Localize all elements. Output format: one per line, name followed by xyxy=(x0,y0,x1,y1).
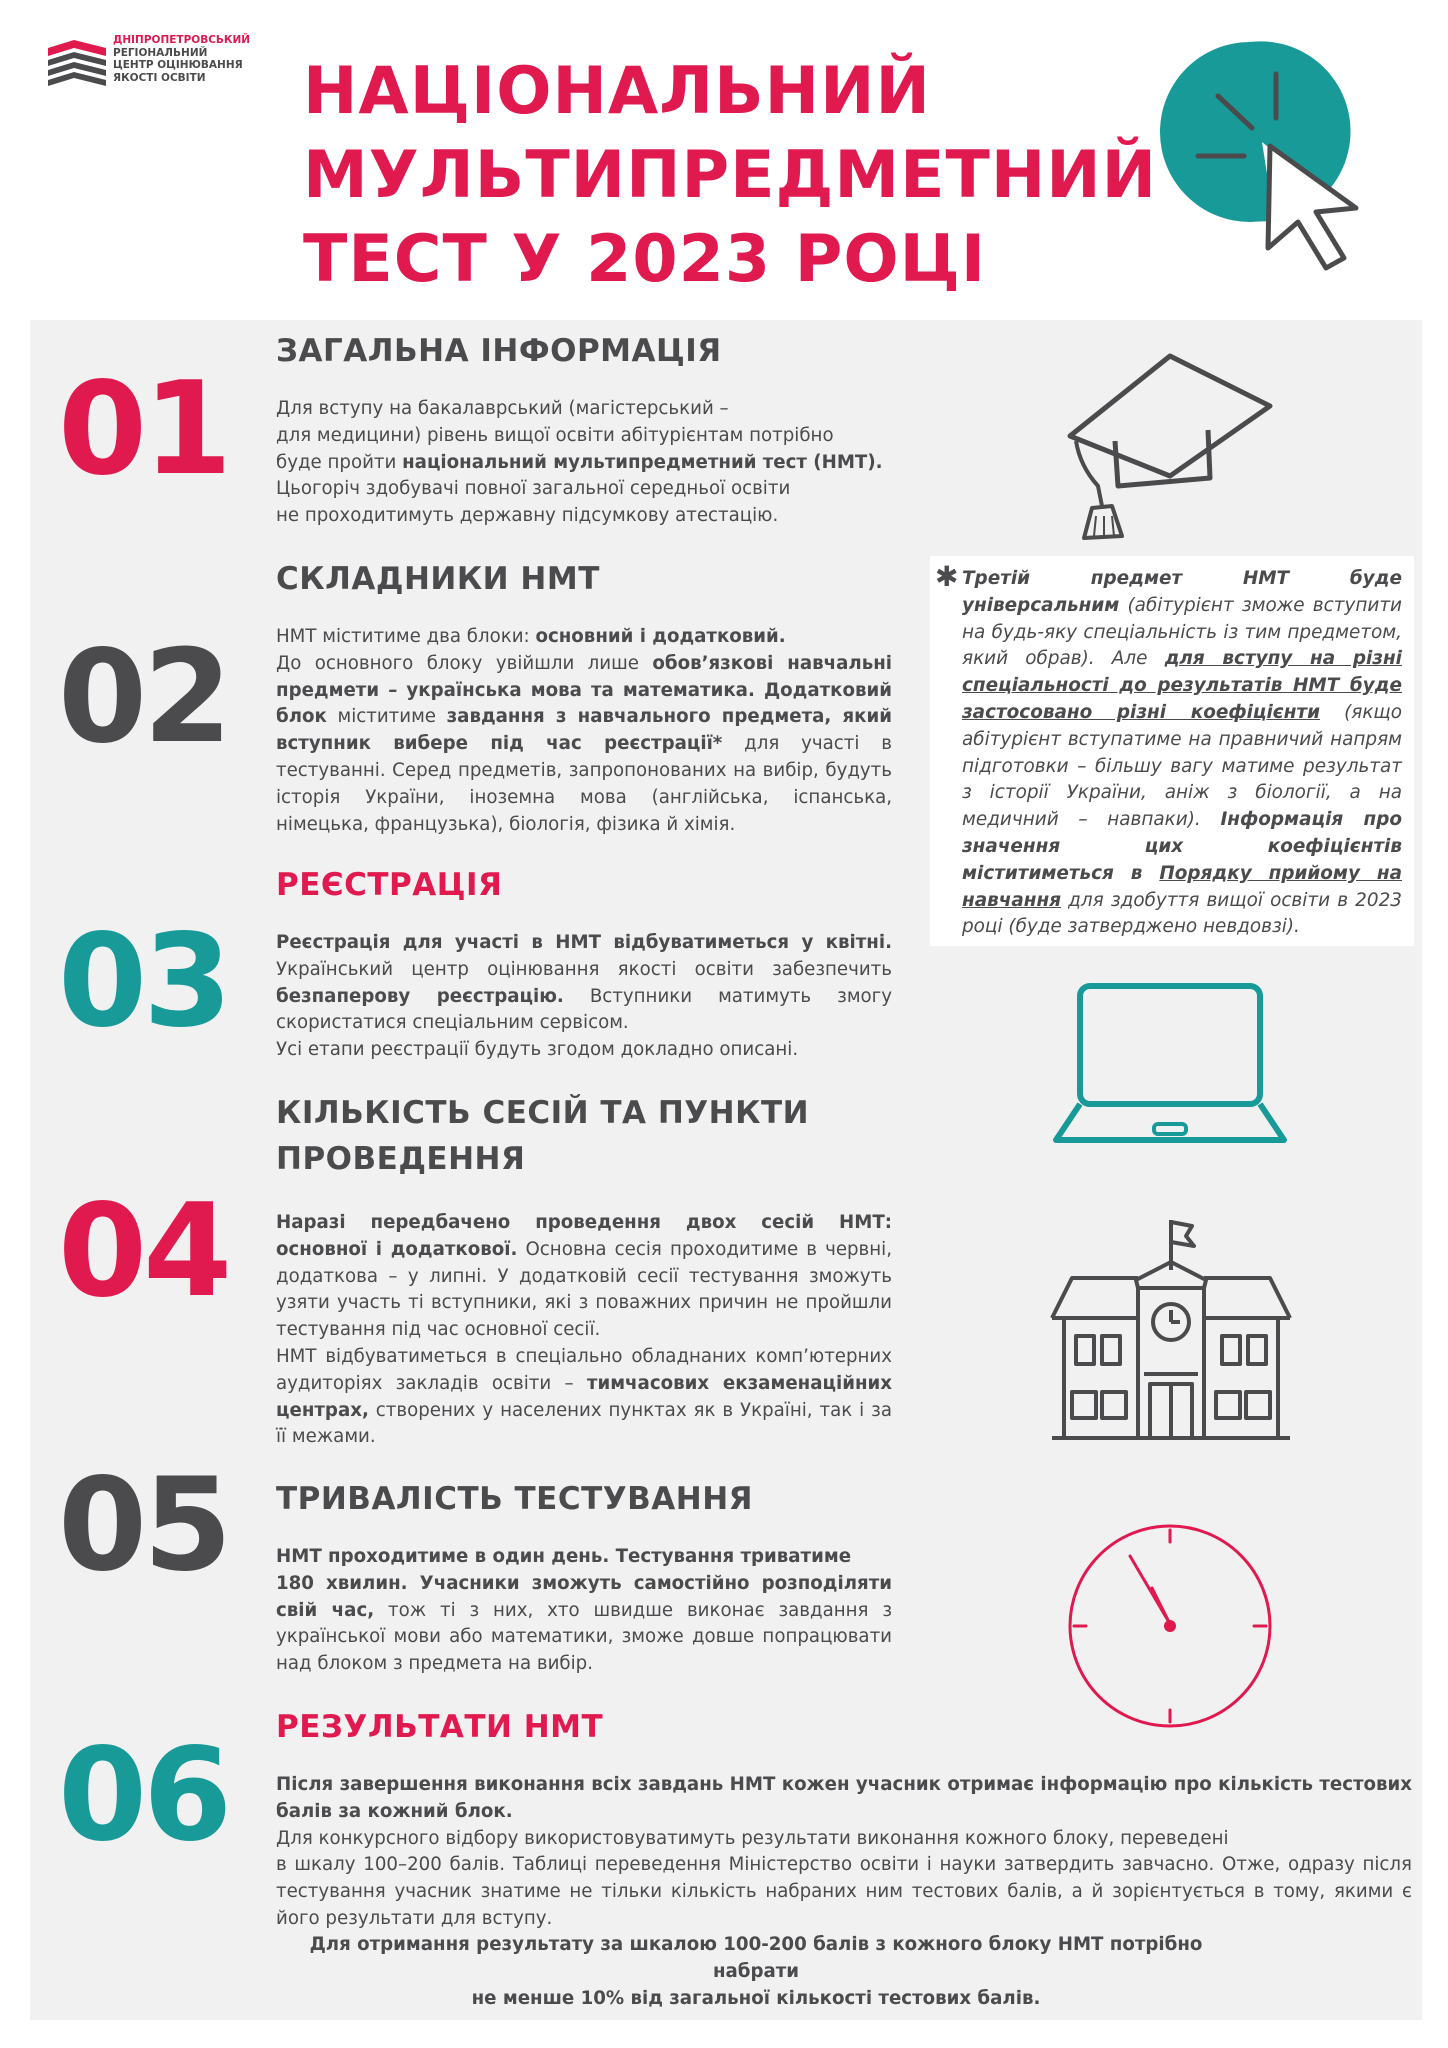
text-bold: обов’язкові навчальні предмети – українська мова та математика. Додатковий блок xyxy=(276,652,892,728)
section-heading: ЗАГАЛЬНА ІНФОРМАЦІЯ xyxy=(276,333,722,369)
section-number: 03 xyxy=(58,907,229,1056)
section-number: 05 xyxy=(58,1451,229,1600)
note-span: для здобуття вищої освіти в 2023 році (буде затверджено невдовзі). xyxy=(962,889,1402,938)
heading-line: ПРОВЕДЕННЯ xyxy=(276,1141,526,1177)
text-bold: НМТ проходитиме в один день. Тестування триватиме xyxy=(276,1546,852,1567)
text-span: тож ті з них, хто швидше виконає завдання з української мови або математики, зможе довше попрацювати над блоком з предмета на вибір. xyxy=(276,1599,892,1675)
section-text xyxy=(276,1210,892,1451)
section-number: 01 xyxy=(58,355,229,504)
logo-line: ЦЕНТР ОЦІНЮВАННЯ xyxy=(113,59,243,71)
note-text xyxy=(962,566,1402,941)
text-span: створених у населених пунктах як в Україні, так і за її межами. xyxy=(276,1399,892,1448)
text-line: не проходитимуть державну підсумкову атестацію. xyxy=(276,505,779,527)
school-building-icon xyxy=(1046,1214,1296,1454)
text-span: Усі етапи реєстрації будуть згодом докладно описані. xyxy=(276,1039,799,1061)
title-line: НАЦІОНАЛЬНИЙ xyxy=(303,54,931,129)
graduation-cap-icon xyxy=(1060,346,1280,546)
section-text xyxy=(276,1772,1412,1933)
text-span: Вступники матимуть змогу скористатися спеціальним сервісом. xyxy=(276,985,892,1034)
title-line: МУЛЬТИПРЕДМЕТНИЙ xyxy=(303,138,1158,213)
results-highlight xyxy=(276,1932,1236,2012)
note-span: (абітурієнт зможе вступити на будь-яку спеціальність із тим предметом, який обрав). Але xyxy=(962,594,1402,670)
text-bold: основний і додатковий. xyxy=(535,626,786,647)
text-line: Для вступу на бакалаврський (магістерський – xyxy=(276,398,729,419)
text-span: в шкалу 100–200 балів. Таблиці переведення Міністерство освіти і науки затвердить завчасно. Отже, одразу після тестування учасник знатиме не тільки кількість набраних ним тестових балів, а й зорієнтується в тому, якими є його результати для вступу. xyxy=(276,1854,1412,1929)
heading-line: КІЛЬКІСТЬ СЕСІЙ ТА ПУНКТИ xyxy=(276,1095,810,1131)
title-line: ТЕСТ У 2023 РОЦІ xyxy=(303,222,987,297)
text-span: Український центр оцінювання якості освіти забезпечить xyxy=(276,958,892,980)
section-heading: СКЛАДНИКИ НМТ xyxy=(276,561,600,597)
note-bold: Третій предмет НМТ буде універсальним xyxy=(962,568,1402,616)
section-text xyxy=(276,1544,892,1678)
text-bold: НМТ міститиме два блоки: xyxy=(276,626,536,647)
logo-icon xyxy=(44,36,110,94)
section-heading xyxy=(276,1090,809,1182)
text-line: Для отримання результату за шкалою 100-200 балів з кожного блоку НМТ потрібно набрати xyxy=(309,1934,1203,1982)
note-bold: Інформація про значення цих коефіцієнтів міститиметься в xyxy=(962,809,1402,884)
section-heading: РЕЗУЛЬТАТИ НМТ xyxy=(276,1709,604,1745)
page-title xyxy=(303,50,1163,302)
note-underline: для вступу на різні спеціальності до результатів НМТ буде застосовано різні коефіцієнти xyxy=(962,648,1402,723)
text-line: не менше 10% від загальної кількості тестових балів. xyxy=(471,1987,1041,2009)
text-bold: національний мультипредметний тест (НМТ). xyxy=(402,451,883,473)
text-span: До основного блоку увійшли лише xyxy=(276,652,653,674)
text-bold: Після завершення виконання всіх завдань НМТ кожен учасник отримає інформацію про кількість тестових балів за кожний блок. xyxy=(276,1774,1412,1822)
logo-text xyxy=(113,34,273,84)
text-span: міститиме xyxy=(326,706,447,728)
logo-line: РЕГІОНАЛЬНИЙ xyxy=(113,46,208,59)
text-bold: 180 хвилин. Учасники зможуть самостійно розподіляти свій час, xyxy=(276,1572,892,1621)
text-span: буде пройти xyxy=(276,451,403,473)
section-number: 02 xyxy=(58,623,229,772)
text-span: Основна сесія проходитиме в червні, додаткова – у липні. У додатковій сесії тестування зможуть узяти участь ті вступники, які з поважних причин не пройшли тестування під час основної сесії. xyxy=(276,1238,892,1341)
note-span: (якщо абітурієнт вступатиме на правничий напрям підготовки – більшу вагу матиме результат з історії України, аніж з біології, а на медичний – навпаки). xyxy=(962,701,1403,831)
text-bold: безпаперову реєстрацію. xyxy=(276,985,564,1007)
text-line: для медицини) рівень вищої освіти абітурієнтам потрібно xyxy=(276,424,834,446)
text-span: для участі в тестуванні. Серед предметів, запропонованих на вибір, будуть історія України, іноземна мова (англійська, іспанська, німецька, французька), біологія, фізика й хімія. xyxy=(276,733,892,835)
text-span: Для конкурсного відбору використовуватимуть результати виконання кожного блоку, переведені xyxy=(276,1827,1229,1849)
text-bold: Наразі передбачено проведення двох сесій НМТ: основної і додаткової. xyxy=(276,1212,892,1260)
section-heading: ТРИВАЛІСТЬ ТЕСТУВАННЯ xyxy=(276,1481,754,1517)
clock-icon xyxy=(1060,1516,1280,1736)
text-bold: Реєстрація для участі в НМТ відбуватиметься у квітні. xyxy=(276,932,892,953)
note-underline: Порядку прийому на навчання xyxy=(962,862,1403,911)
text-line: Цьогоріч здобувачі повної загальної середньої освіти xyxy=(276,478,791,500)
section-number: 06 xyxy=(58,1721,229,1870)
text-bold: завдання з навчального предмета, який вступник вибере під час реєстрації* xyxy=(276,706,892,755)
section-text xyxy=(276,930,892,1064)
laptop-icon xyxy=(1050,980,1290,1150)
click-pointer-icon xyxy=(1150,36,1410,276)
section-number: 04 xyxy=(58,1177,229,1326)
text-bold: тимчасових екзаменаційних центрах, xyxy=(276,1372,892,1421)
logo-line: ЯКОСТІ ОСВІТИ xyxy=(113,71,206,84)
section-text xyxy=(276,396,906,530)
text-span: НМТ відбуватиметься в спеціально обладнаних комп’ютерних аудиторіях закладів освіти – xyxy=(276,1345,892,1394)
asterisk-icon: ✱ xyxy=(935,560,959,593)
section-heading: РЕЄСТРАЦІЯ xyxy=(276,867,503,903)
logo-line: ДНІПРОПЕТРОВСЬКИЙ xyxy=(113,34,251,46)
section-text xyxy=(276,624,892,838)
